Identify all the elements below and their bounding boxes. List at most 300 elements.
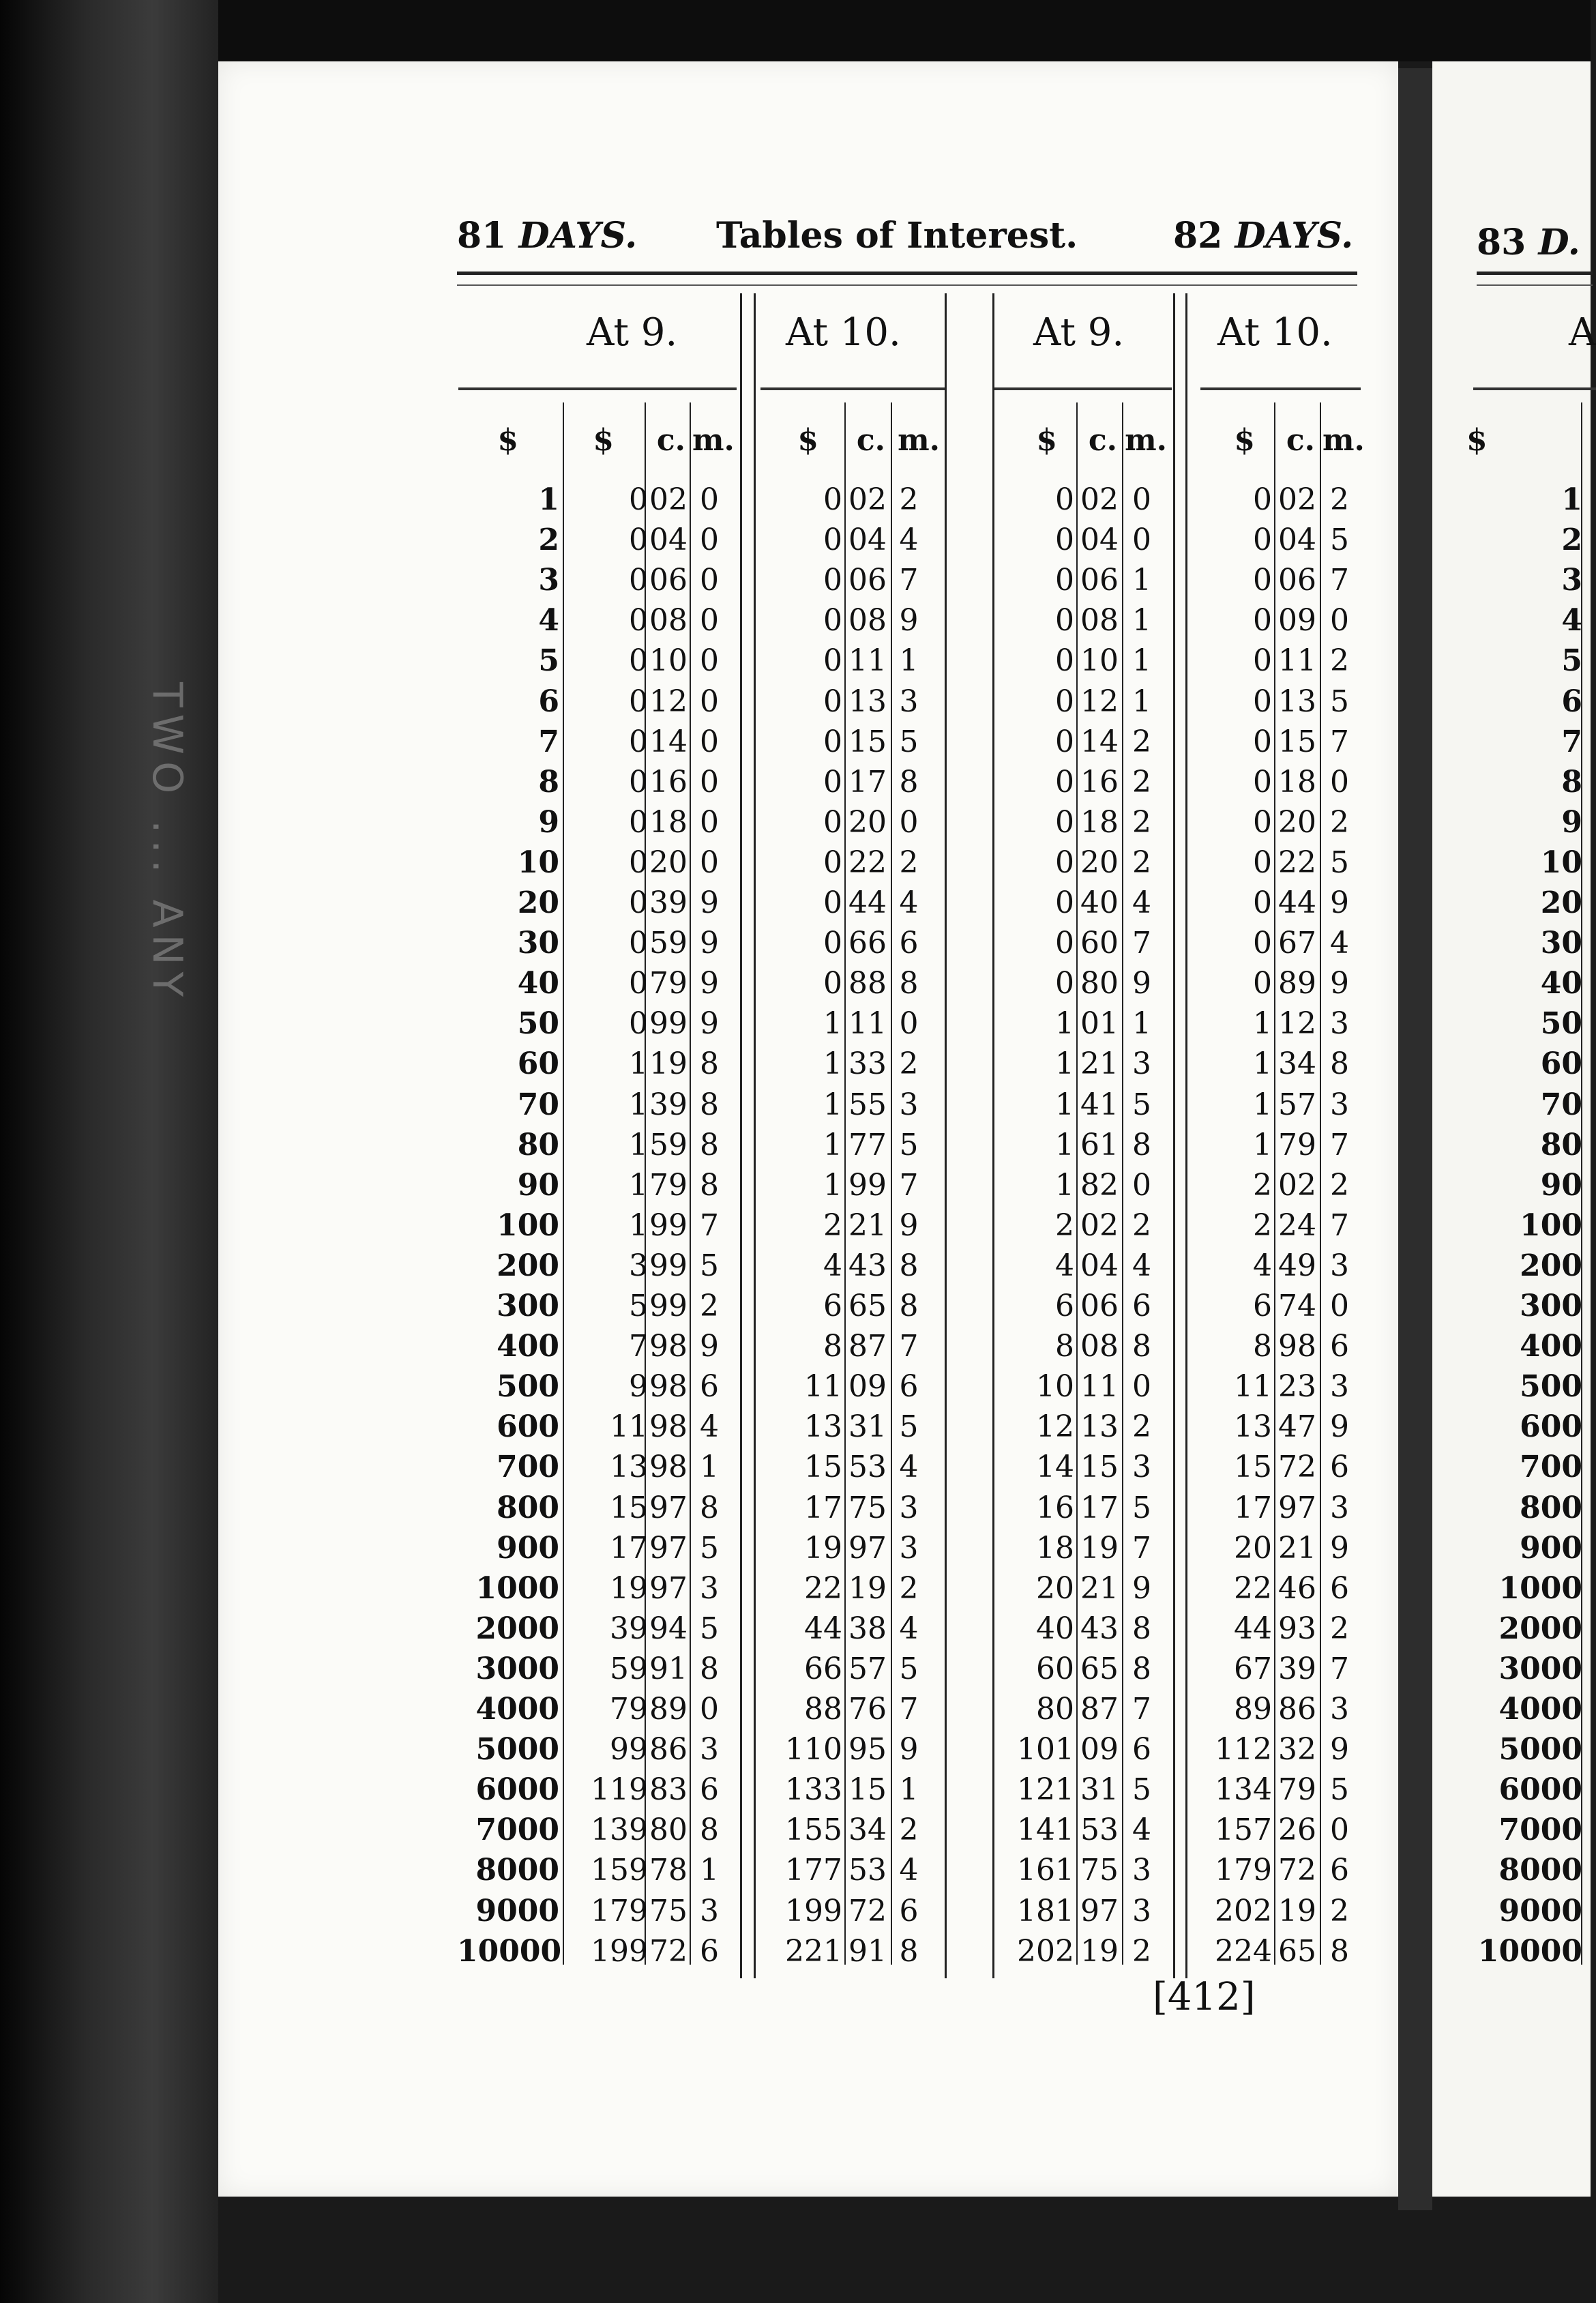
- table-4-mills-cell: 9: [1330, 1530, 1349, 1566]
- table-2-dollars-cell: 0: [823, 845, 842, 880]
- table-2-cents-cell: 08: [848, 603, 887, 639]
- table-4-dollars-cell: 44: [1234, 1611, 1272, 1646]
- next-page-principal-cell: 400: [1520, 1329, 1582, 1364]
- table-row: [457, 1488, 1371, 1528]
- table-3-cents-cell: 15: [1080, 1450, 1119, 1485]
- table-2-mills-cell: 9: [899, 1732, 919, 1767]
- table-2-dollars-cell: 66: [804, 1651, 842, 1686]
- table-4-mills-cell: 9: [1330, 1409, 1349, 1445]
- next-page-header-word: D.: [1538, 222, 1580, 263]
- table-2-mills-cell: 4: [899, 885, 919, 920]
- table-3-cents-cell: 04: [1080, 1248, 1119, 1283]
- table-4-cents-cell: 47: [1278, 1409, 1316, 1445]
- principal-cell: 30: [517, 926, 559, 961]
- table-4-dollars-cell: 1: [1253, 1127, 1272, 1162]
- table-1-cents-cell: 06: [649, 563, 688, 598]
- table-3-mills-cell: 3: [1132, 1046, 1151, 1082]
- table-2-cents-cell: 44: [848, 885, 887, 920]
- table-2-cents-cell: 91: [848, 1933, 887, 1969]
- table-4-cents-cell: 49: [1278, 1248, 1316, 1283]
- table-4-mills-cell: 9: [1330, 1732, 1349, 1767]
- table-row: [457, 480, 1371, 520]
- table-3-dollars-cell: 0: [1055, 926, 1074, 961]
- next-page-principal-cell: 300: [1520, 1289, 1582, 1323]
- table-4-mills-cell: 6: [1330, 1450, 1349, 1485]
- table-3-mills-cell: 6: [1132, 1289, 1151, 1323]
- table-2-dollars-cell: 133: [785, 1772, 842, 1808]
- table-3-mills-cell: 2: [1132, 1409, 1151, 1445]
- table-2-cents-cell: 77: [848, 1127, 887, 1162]
- table-2-dollars-cell: 4: [823, 1248, 842, 1283]
- next-page-principal-cell: 600: [1520, 1409, 1582, 1445]
- table-1-mills-cell: 0: [700, 482, 719, 517]
- col-head-t2-dollars: $: [797, 423, 818, 458]
- header-rule: [457, 272, 1357, 286]
- table-3-dollars-cell: 0: [1055, 482, 1074, 517]
- table-2-mills-cell: 5: [899, 1127, 919, 1162]
- table-2-cents-cell: 11: [848, 1006, 887, 1042]
- principal-cell: 100: [497, 1207, 559, 1243]
- table-1-mills-cell: 9: [700, 926, 719, 961]
- table-row: [457, 1568, 1371, 1609]
- col-head-t2-cents: c.: [856, 423, 885, 458]
- table-4-dollars-cell: 134: [1215, 1772, 1272, 1808]
- table-4-cents-cell: 72: [1278, 1853, 1316, 1888]
- table-2-dollars-cell: 22: [804, 1570, 842, 1606]
- table-4-cents-cell: 02: [1278, 482, 1316, 517]
- table-1-cents-cell: 99: [649, 1248, 688, 1283]
- table-row: [457, 883, 1371, 923]
- next-page-rate-heading: A: [1569, 310, 1596, 355]
- table-1-cents-cell: 16: [649, 764, 688, 800]
- principal-cell: 10000: [457, 1933, 562, 1969]
- table-4-mills-cell: 2: [1330, 804, 1349, 840]
- table-4-cents-cell: 04: [1278, 523, 1316, 558]
- table-3-cents-cell: 75: [1080, 1853, 1119, 1888]
- table-row: [457, 1649, 1371, 1689]
- table-3-dollars-cell: 18: [1036, 1530, 1074, 1566]
- table-2-mills-cell: 2: [899, 845, 919, 880]
- table-1-mills-cell: 8: [700, 1046, 719, 1082]
- principal-cell: 4000: [475, 1692, 559, 1727]
- table-1-dollars-cell: 139: [591, 1813, 648, 1848]
- table-1-cents-cell: 78: [649, 1853, 688, 1888]
- table-row: [457, 722, 1371, 762]
- table-4-cents-cell: 22: [1278, 845, 1316, 880]
- table-1-mills-cell: 7: [700, 1207, 719, 1243]
- principal-cell: 600: [497, 1409, 559, 1445]
- table-row: [457, 1810, 1371, 1850]
- table-row: [457, 1609, 1371, 1649]
- table-2-mills-cell: 1: [899, 1772, 919, 1808]
- table-1-cents-cell: 59: [649, 926, 688, 961]
- table-2-dollars-cell: 2: [823, 1207, 842, 1243]
- col-head-t3-mills: m.: [1125, 423, 1167, 458]
- table-1-dollars-cell: 1: [629, 1046, 648, 1082]
- table-2-dollars-cell: 1: [823, 1127, 842, 1162]
- table-1-cents-cell: 39: [649, 1087, 688, 1122]
- table-3-cents-cell: 19: [1080, 1933, 1119, 1969]
- table-4-cents-cell: 67: [1278, 926, 1316, 961]
- table-3-mills-cell: 8: [1132, 1329, 1151, 1364]
- table-3-mills-cell: 2: [1132, 724, 1151, 759]
- next-page-principal-cell: 5000: [1498, 1732, 1582, 1767]
- table-4-dollars-cell: 0: [1253, 845, 1272, 880]
- next-page-principal-cell: 40: [1540, 966, 1582, 1001]
- table-3-dollars-cell: 1: [1055, 1006, 1074, 1042]
- table-2-dollars-cell: 0: [823, 764, 842, 800]
- table-4-dollars-cell: 0: [1253, 885, 1272, 920]
- table-1-cents-cell: 98: [649, 1409, 688, 1445]
- next-page-principal-cell: 4000: [1498, 1692, 1582, 1727]
- table-3-cents-cell: 61: [1080, 1127, 1119, 1162]
- table-2-cents-cell: 38: [848, 1611, 887, 1646]
- table-1-mills-cell: 5: [700, 1530, 719, 1566]
- table-2-mills-cell: 3: [899, 1490, 919, 1525]
- table-2-cents-cell: 53: [848, 1853, 887, 1888]
- table-2-mills-cell: 4: [899, 1611, 919, 1646]
- table-row: [457, 681, 1371, 722]
- table-3-dollars-cell: 0: [1055, 724, 1074, 759]
- table-1-mills-cell: 0: [700, 845, 719, 880]
- table-2-mills-cell: 9: [899, 603, 919, 639]
- principal-cell: 5000: [475, 1732, 559, 1767]
- table-3-cents-cell: 18: [1080, 804, 1119, 840]
- table-2-cents-cell: 87: [848, 1329, 887, 1364]
- table-4-dollars-cell: 67: [1234, 1651, 1272, 1686]
- table-4-cents-cell: 18: [1278, 764, 1316, 800]
- table-4-dollars-cell: 89: [1234, 1692, 1272, 1727]
- next-page-principal-cell: 8000: [1498, 1853, 1582, 1888]
- table-3-mills-cell: 5: [1132, 1087, 1151, 1122]
- table-3-mills-cell: 7: [1132, 926, 1151, 961]
- col-head-principal: $: [497, 423, 518, 458]
- table-3-mills-cell: 1: [1132, 684, 1151, 719]
- table-2-dollars-cell: 0: [823, 966, 842, 1001]
- table-4-dollars-cell: 2: [1253, 1207, 1272, 1243]
- table-4-mills-cell: 9: [1330, 966, 1349, 1001]
- table-2-dollars-cell: 11: [804, 1369, 842, 1405]
- table-1-mills-cell: 3: [700, 1732, 719, 1767]
- table-1-mills-cell: 8: [700, 1167, 719, 1203]
- table-4-dollars-cell: 0: [1253, 482, 1272, 517]
- table-2-dollars-cell: 0: [823, 482, 842, 517]
- table-2-mills-cell: 6: [899, 1893, 919, 1928]
- table-3-mills-cell: 7: [1132, 1530, 1151, 1566]
- table-4-dollars-cell: 20: [1234, 1530, 1272, 1566]
- table-1-dollars-cell: 17: [610, 1530, 648, 1566]
- table-2-cents-cell: 72: [848, 1893, 887, 1928]
- next-page-principal-cell: 80: [1540, 1127, 1582, 1162]
- table-4-dollars-cell: 0: [1253, 966, 1272, 1001]
- table-3-dollars-cell: 0: [1055, 643, 1074, 679]
- table-row: [457, 560, 1371, 600]
- table-3-dollars-cell: 14: [1036, 1450, 1074, 1485]
- table-1-dollars-cell: 99: [610, 1732, 648, 1767]
- table-4-dollars-cell: 0: [1253, 523, 1272, 558]
- table-3-dollars-cell: 60: [1036, 1651, 1074, 1686]
- table-3-dollars-cell: 16: [1036, 1490, 1074, 1525]
- principal-cell: 800: [497, 1490, 559, 1525]
- table-2-mills-cell: 2: [899, 1046, 919, 1082]
- table-2-cents-cell: 02: [848, 482, 887, 517]
- table-2-cents-cell: 88: [848, 966, 887, 1001]
- table-2-mills-cell: 3: [899, 1530, 919, 1566]
- table-1-dollars-cell: 15: [610, 1490, 648, 1525]
- table-1-cents-cell: 97: [649, 1490, 688, 1525]
- table-4-cents-cell: 65: [1278, 1933, 1316, 1969]
- table-3-mills-cell: 8: [1132, 1127, 1151, 1162]
- table-2-mills-cell: 7: [899, 563, 919, 598]
- next-page-principal-cell: 8: [1561, 764, 1582, 800]
- table-4-mills-cell: 2: [1330, 1167, 1349, 1203]
- next-page-rate-rule: [1473, 387, 1596, 390]
- table-3-mills-cell: 1: [1132, 603, 1151, 639]
- page-gutter: [1398, 68, 1432, 2210]
- table-3-cents-cell: 08: [1080, 603, 1119, 639]
- table-1-cents-cell: 75: [649, 1893, 688, 1928]
- table-3-cents-cell: 82: [1080, 1167, 1119, 1203]
- table-4-cents-cell: 15: [1278, 724, 1316, 759]
- table-3-mills-cell: 2: [1132, 764, 1151, 800]
- table-2-dollars-cell: 0: [823, 523, 842, 558]
- table-4-cents-cell: 98: [1278, 1329, 1316, 1364]
- page-number: [412]: [1153, 1975, 1256, 2019]
- table-1-mills-cell: 9: [700, 885, 719, 920]
- rate-rule-2: [760, 387, 945, 390]
- table-3-cents-cell: 31: [1080, 1772, 1119, 1808]
- table-2-mills-cell: 0: [899, 1006, 919, 1042]
- principal-cell: 40: [517, 966, 559, 1001]
- table-1-dollars-cell: 179: [591, 1893, 648, 1928]
- table-2-cents-cell: 76: [848, 1692, 887, 1727]
- table-1-dollars-cell: 0: [629, 523, 648, 558]
- table-2-cents-cell: 11: [848, 643, 887, 679]
- table-row: [457, 923, 1371, 963]
- principal-cell: 90: [517, 1167, 559, 1203]
- table-4-cents-cell: 46: [1278, 1570, 1316, 1606]
- table-4-dollars-cell: 0: [1253, 804, 1272, 840]
- table-1-cents-cell: 80: [649, 1813, 688, 1848]
- next-page-principal-cell: 30: [1540, 926, 1582, 961]
- table-1-dollars-cell: 39: [610, 1611, 648, 1646]
- table-1-cents-cell: 39: [649, 885, 688, 920]
- next-page-principal-cell: 5: [1561, 643, 1582, 679]
- table-1-dollars-cell: 11: [610, 1409, 648, 1445]
- header-left-num: 81: [457, 215, 507, 256]
- table-3-cents-cell: 41: [1080, 1087, 1119, 1122]
- table-2-dollars-cell: 44: [804, 1611, 842, 1646]
- principal-cell: 8000: [475, 1853, 559, 1888]
- header-right-days: [1173, 215, 1353, 256]
- table-4-dollars-cell: 1: [1253, 1087, 1272, 1122]
- table-4-mills-cell: 3: [1330, 1692, 1349, 1727]
- next-page-principal-cell: 2: [1561, 523, 1582, 558]
- principal-cell: 7000: [475, 1813, 559, 1848]
- table-4-mills-cell: 3: [1330, 1087, 1349, 1122]
- table-3-cents-cell: 80: [1080, 966, 1119, 1001]
- table-2-cents-cell: 43: [848, 1248, 887, 1283]
- table-2-mills-cell: 2: [899, 482, 919, 517]
- table-3-mills-cell: 8: [1132, 1651, 1151, 1686]
- table-3-cents-cell: 06: [1080, 563, 1119, 598]
- table-3-cents-cell: 21: [1080, 1570, 1119, 1606]
- table-2-cents-cell: 20: [848, 804, 887, 840]
- table-4-dollars-cell: 4: [1253, 1248, 1272, 1283]
- table-2-dollars-cell: 88: [804, 1692, 842, 1727]
- table-1-dollars-cell: 19: [610, 1570, 648, 1606]
- table-3-mills-cell: 4: [1132, 885, 1151, 920]
- table-4-cents-cell: 12: [1278, 1006, 1316, 1042]
- table-2-cents-cell: 57: [848, 1651, 887, 1686]
- table-4-dollars-cell: 0: [1253, 603, 1272, 639]
- table-1-dollars-cell: 119: [591, 1772, 648, 1808]
- table-3-cents-cell: 20: [1080, 845, 1119, 880]
- table-2-dollars-cell: 199: [785, 1893, 842, 1928]
- header-right-word: DAYS.: [1235, 215, 1354, 256]
- table-1-dollars-cell: 5: [629, 1289, 648, 1323]
- table-1-cents-cell: 02: [649, 482, 688, 517]
- table-2-mills-cell: 8: [899, 764, 919, 800]
- table-2-cents-cell: 55: [848, 1087, 887, 1122]
- table-1-mills-cell: 9: [700, 1329, 719, 1364]
- next-page-principal-cell: 70: [1540, 1087, 1582, 1122]
- principal-cell: 3000: [475, 1651, 559, 1686]
- table-1-cents-cell: 72: [649, 1933, 688, 1969]
- table-4-mills-cell: 8: [1330, 1046, 1349, 1082]
- table-1-mills-cell: 8: [700, 1087, 719, 1122]
- table-3-cents-cell: 21: [1080, 1046, 1119, 1082]
- principal-cell: 10: [517, 845, 559, 880]
- table-2-mills-cell: 3: [899, 684, 919, 719]
- table-2-cents-cell: 95: [848, 1732, 887, 1767]
- table-row: [457, 641, 1371, 681]
- header-title: Tables of Interest.: [716, 215, 1078, 256]
- principal-cell: 400: [497, 1329, 559, 1364]
- table-row: [457, 1689, 1371, 1729]
- book-spine: [0, 0, 218, 2303]
- table-1-mills-cell: 6: [700, 1772, 719, 1808]
- table-1-mills-cell: 0: [700, 724, 719, 759]
- principal-cell: 6000: [475, 1772, 559, 1808]
- table-4-dollars-cell: 11: [1234, 1369, 1272, 1405]
- table-3-cents-cell: 40: [1080, 885, 1119, 920]
- rate-heading-4: At 10.: [1217, 310, 1333, 355]
- table-2-dollars-cell: 13: [804, 1409, 842, 1445]
- col-head-t4-cents: c.: [1286, 423, 1315, 458]
- table-2-mills-cell: 4: [899, 1853, 919, 1888]
- table-2-cents-cell: 06: [848, 563, 887, 598]
- table-2-mills-cell: 6: [899, 1369, 919, 1405]
- principal-cell: 50: [517, 1006, 559, 1042]
- next-page-principal-cell: 2000: [1498, 1611, 1582, 1646]
- principal-cell: 70: [517, 1087, 559, 1122]
- table-3-mills-cell: 8: [1132, 1611, 1151, 1646]
- table-row: [457, 1931, 1371, 1971]
- table-3-cents-cell: 01: [1080, 1006, 1119, 1042]
- table-3-cents-cell: 19: [1080, 1530, 1119, 1566]
- table-2-dollars-cell: 0: [823, 724, 842, 759]
- table-row: [457, 1044, 1371, 1084]
- principal-cell: 2: [538, 523, 559, 558]
- principal-cell: 7: [538, 724, 559, 759]
- table-4-dollars-cell: 0: [1253, 563, 1272, 598]
- principal-cell: 9: [538, 804, 559, 840]
- table-3-mills-cell: 2: [1132, 1933, 1151, 1969]
- table-3-dollars-cell: 0: [1055, 563, 1074, 598]
- table-2-dollars-cell: 15: [804, 1450, 842, 1485]
- table-2-dollars-cell: 0: [823, 684, 842, 719]
- principal-cell: 300: [497, 1289, 559, 1323]
- next-page-header-num: 83: [1477, 222, 1526, 263]
- table-4-dollars-cell: 0: [1253, 764, 1272, 800]
- table-2-dollars-cell: 1: [823, 1167, 842, 1203]
- table-2-cents-cell: 31: [848, 1409, 887, 1445]
- table-3-cents-cell: 16: [1080, 764, 1119, 800]
- table-row: [457, 1326, 1371, 1366]
- table-4-cents-cell: 89: [1278, 966, 1316, 1001]
- table-3-dollars-cell: 0: [1055, 845, 1074, 880]
- next-page-principal-cell: 9: [1561, 804, 1582, 840]
- next-page-header-rule: [1477, 272, 1593, 286]
- table-4-dollars-cell: 0: [1253, 684, 1272, 719]
- table-1-mills-cell: 8: [700, 1127, 719, 1162]
- table-row: [457, 1003, 1371, 1044]
- table-4-cents-cell: 21: [1278, 1530, 1316, 1566]
- table-1-mills-cell: 4: [700, 1409, 719, 1445]
- table-3-mills-cell: 3: [1132, 1450, 1151, 1485]
- table-2-mills-cell: 8: [899, 966, 919, 1001]
- next-page-principal-cell: 900: [1520, 1530, 1582, 1566]
- table-3-cents-cell: 06: [1080, 1289, 1119, 1323]
- table-2-cents-cell: 97: [848, 1530, 887, 1566]
- table-4-mills-cell: 3: [1330, 1006, 1349, 1042]
- table-4-mills-cell: 3: [1330, 1369, 1349, 1405]
- table-1-dollars-cell: 0: [629, 845, 648, 880]
- table-2-mills-cell: 8: [899, 1933, 919, 1969]
- table-3-dollars-cell: 121: [1017, 1772, 1074, 1808]
- table-1-mills-cell: 9: [700, 966, 719, 1001]
- table-row: [457, 1085, 1371, 1125]
- table-row: [457, 963, 1371, 1003]
- table-1-dollars-cell: 0: [629, 724, 648, 759]
- next-page-principal-cell: 4: [1561, 603, 1582, 639]
- table-1-mills-cell: 2: [700, 1289, 719, 1323]
- table-1-cents-cell: 97: [649, 1570, 688, 1606]
- table-3-mills-cell: 2: [1132, 1207, 1151, 1243]
- table-3-mills-cell: 1: [1132, 563, 1151, 598]
- table-1-dollars-cell: 199: [591, 1933, 648, 1969]
- table-row: [457, 1286, 1371, 1326]
- table-4-dollars-cell: 22: [1234, 1570, 1272, 1606]
- table-1-dollars-cell: 0: [629, 563, 648, 598]
- table-4-cents-cell: 39: [1278, 1651, 1316, 1686]
- table-4-cents-cell: 24: [1278, 1207, 1316, 1243]
- table-1-mills-cell: 0: [700, 603, 719, 639]
- rate-rule-3: [994, 387, 1172, 390]
- col-head-t3-cents: c.: [1088, 423, 1117, 458]
- table-4-cents-cell: 34: [1278, 1046, 1316, 1082]
- table-4-cents-cell: 19: [1278, 1893, 1316, 1928]
- table-2-dollars-cell: 1: [823, 1087, 842, 1122]
- table-1-dollars-cell: 7: [629, 1329, 648, 1364]
- principal-cell: 200: [497, 1248, 559, 1283]
- table-1-dollars-cell: 1: [629, 1087, 648, 1122]
- table-2-dollars-cell: 0: [823, 643, 842, 679]
- next-page-principal-cell: 6000: [1498, 1772, 1582, 1808]
- next-page-principal-cell: 10000: [1477, 1933, 1582, 1969]
- table-4-mills-cell: 5: [1330, 523, 1349, 558]
